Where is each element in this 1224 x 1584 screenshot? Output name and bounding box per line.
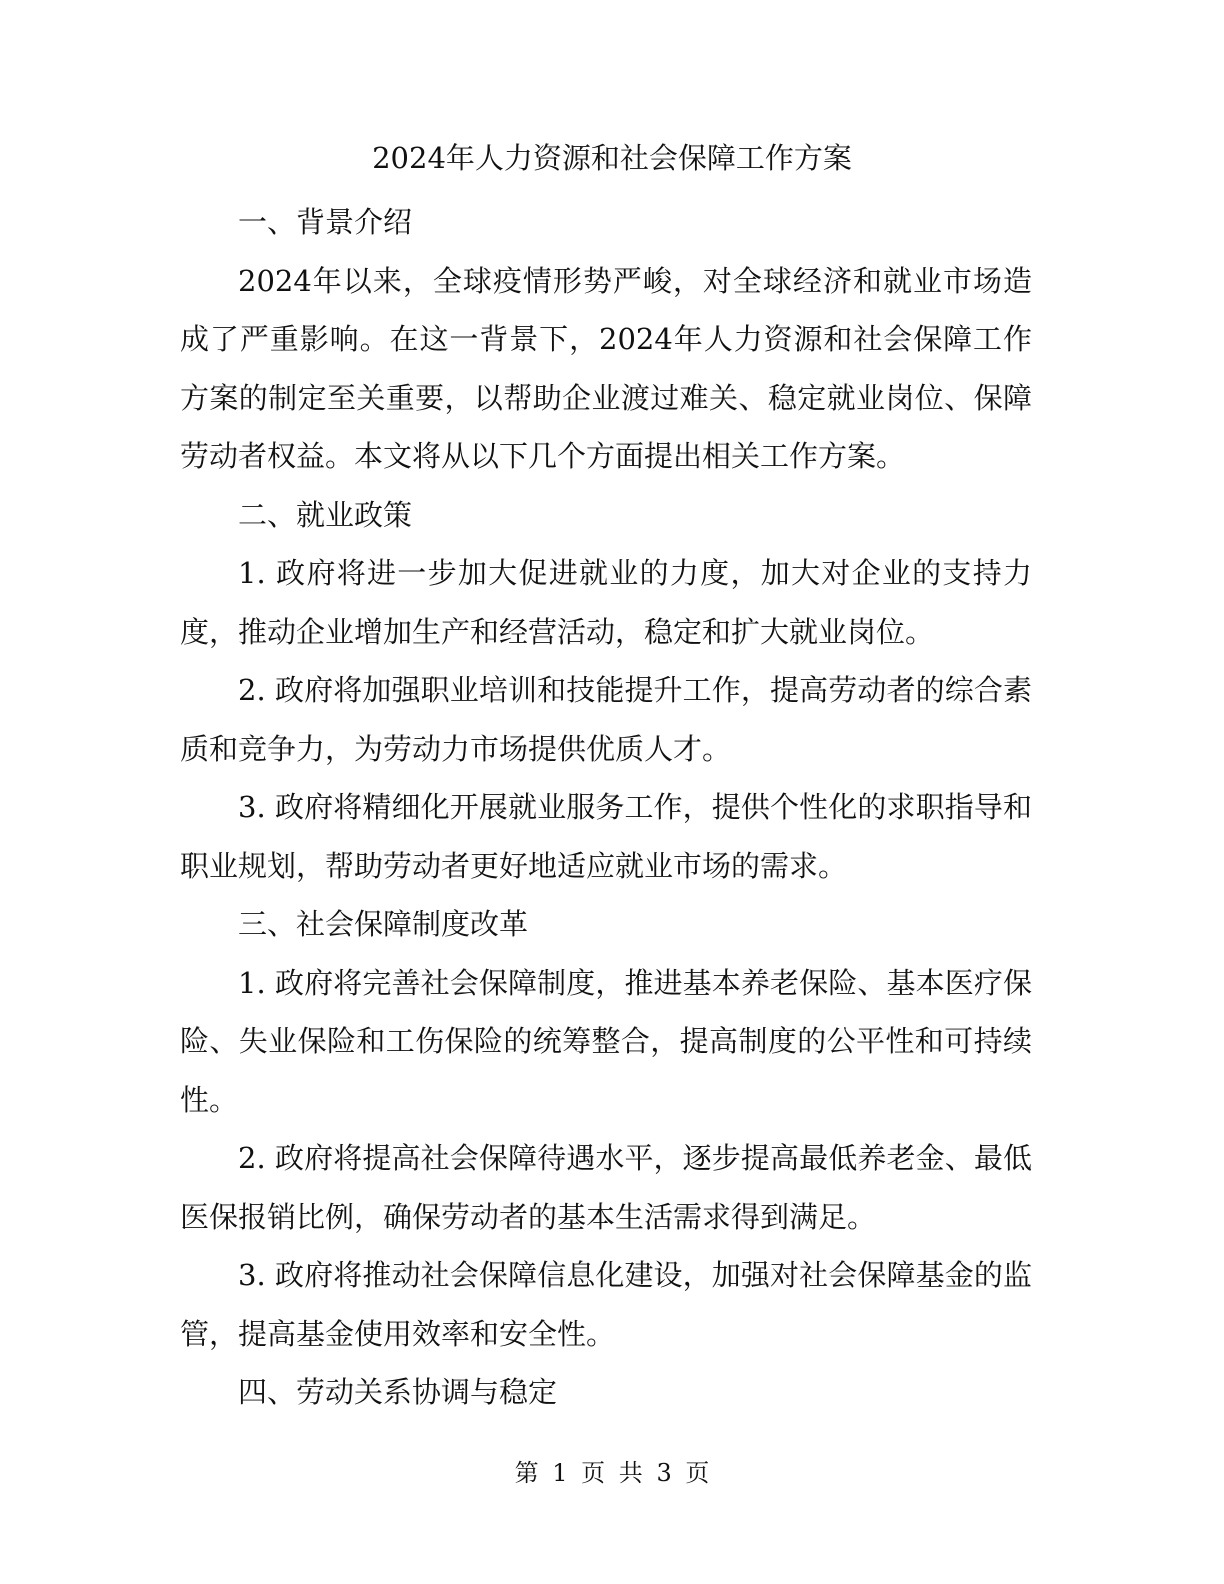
section-heading-social-security-reform: 三、社会保障制度改革	[238, 907, 529, 941]
section-heading-labor-relations: 四、劳动关系协调与稳定	[238, 1375, 558, 1409]
section-heading-background: 一、背景介绍	[238, 205, 413, 239]
social-security-item-2: 2. 政府将提高社会保障待遇水平，逐步提高最低养老金、最低医保报销比例，确保劳动者的基本生活需求得到满足。	[180, 1141, 1032, 1234]
paragraph-background: 2024年以来，全球疫情形势严峻，对全球经济和就业市场造成了严重影响。在这一背景下，2024年人力资源和社会保障工作方案的制定至关重要，以帮助企业渡过难关、稳定就业岗位、保障劳动者权益。本文将从以下几个方面提出相关工作方案。	[180, 263, 1032, 473]
employment-policy-item-1: 1. 政府将进一步加大促进就业的力度，加大对企业的支持力度，推动企业增加生产和经营活动，稳定和扩大就业岗位。	[180, 556, 1032, 649]
social-security-item-1: 1. 政府将完善社会保障制度，推进基本养老保险、基本医疗保险、失业保险和工伤保险的统筹整合，提高制度的公平性和可持续性。	[180, 965, 1032, 1117]
employment-policy-item-2: 2. 政府将加强职业培训和技能提升工作，提高劳动者的综合素质和竞争力，为劳动力市场提供优质人才。	[180, 673, 1032, 766]
document-body	[180, 193, 1032, 1422]
page-number-footer: 第 1 页 共 3 页	[514, 1459, 710, 1487]
social-security-item-3: 3. 政府将推动社会保障信息化建设，加强对社会保障基金的监管，提高基金使用效率和安全性。	[180, 1258, 1032, 1351]
section-heading-employment-policy: 二、就业政策	[238, 497, 413, 532]
employment-policy-item-3: 3. 政府将精细化开展就业服务工作，提供个性化的求职指导和职业规划，帮助劳动者更好地适应就业市场的需求。	[180, 790, 1032, 883]
document-title: 2024年人力资源和社会保障工作方案	[372, 141, 852, 175]
